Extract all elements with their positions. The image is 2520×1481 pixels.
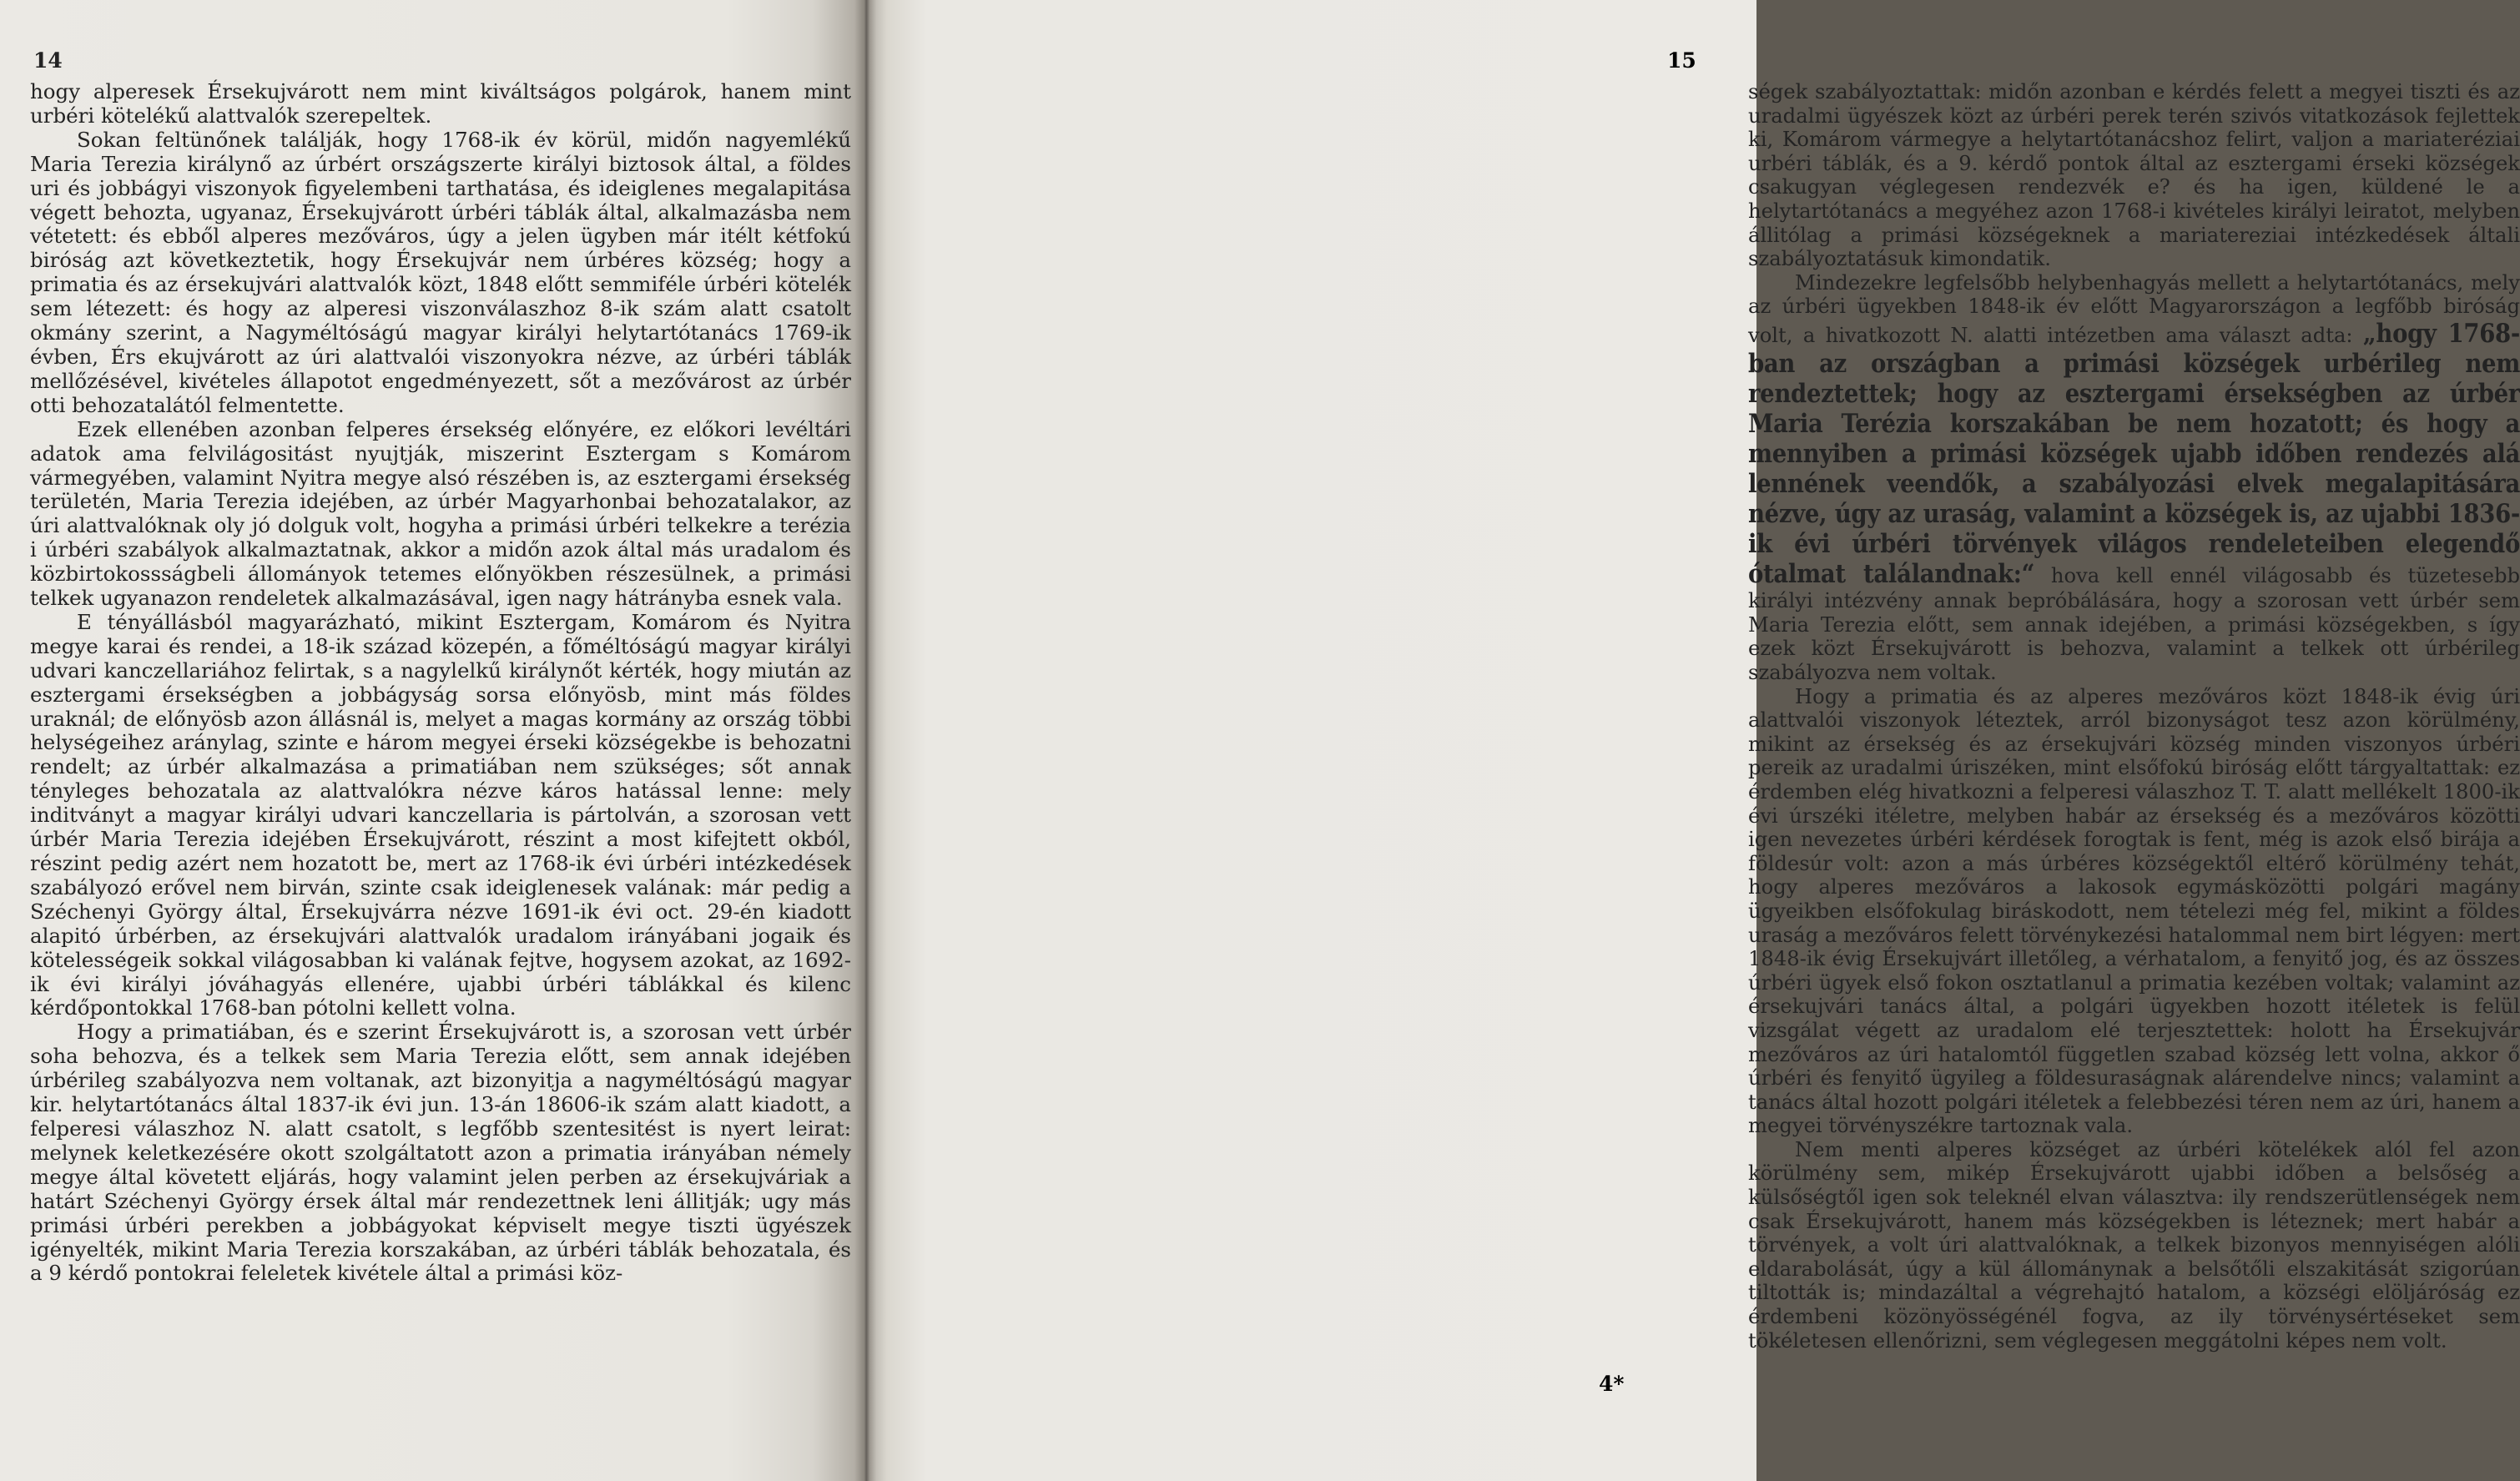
right-paragraph-3: Hogy a primatia és az alperes mezőváros közt 1848-ik évig úri alattvalói viszonyok léteztek, arról bizonyságot tesz azon körülmény, mikint az érsekség és az érsekujvári község minden viszonyos úrbéri pereik az uradalmi úriszéken, mint elsőfokú biróság előtt tárgyaltattak: ez érdemben elég hivatkozni a felperesi válaszhoz T. T. alatt mellékelt 1800-ik évi úrszéki itéletre, melyben habár az érsekség és a mezőváros közötti igen nevezetes úrbéri kérdések forogtak is fent, még is azok első birája a földesúr volt: azon a más úrbéres községektől eltérő körülmény tehát, hogy alperes mezőváros a lakosok egymásközötti polgári magány ügyeikben elsőfokulag biráskodott, nem tételezi még fel, mikint a földes uraság a mezőváros felett törvénykezési hatalommal nem birt légyen: mert 1848-ik évig Érsekujvárt illetőleg, a vérhatalom, a fenyitő jog, és az összes úrbéri ügyek első fokon osztatlanul a primatia kezében voltak; valamint az érsekujvári tanács által, a polgári ügyekben hozott itéletek is felül vizsgálat végett az uradalom elé terjesztettek: holott ha Érsekujvár mezőváros az úri hatalomtól független szabad község lett volna, akkor ő úrbéri és fenyitő ügyileg a földesuraságnak alárendelve nincs; valamint a tanács által hozott polgári itéletek a felebbezési téren nem az úri, hanem a megyei törvényszékre tartoznak vala. (1748, 683, 2520, 1138)
right-page (864, 0, 2520, 1481)
left-paragraph-1: hogy alperesek Érsekujvárott nem mint kiváltságos polgárok, hanem mint urbéri kötelékű alattvalók szerepeltek. (30, 79, 851, 128)
left-paragraph-3: Ezek ellenében azonban felperes érsekség előnyére, ez előkori levéltári adatok ama felvilágositást nyujtják, miszerint Esztergam s Komárom vármegyében, valamint Nyitra megye alsó részében is, az esztergami érsekség területén, Maria Terezia idejében, az úrbér Magyarhonbai behozatalakor, az úri alattvalóknak oly jó dolguk volt, hogyha a primási úrbéri telkekre a terézia i úrbéri szabályok alkalmaztatnak, akkor a midőn azok által más uradalom és közbirtokossságbeli állományok tetemes előnyökben részesülnek, a primási telkek ugyanazon rendeletek alkalmazásával, igen nagy hátrányba esnek vala. (30, 416, 851, 611)
left-page-body (30, 80, 851, 1286)
left-paragraph-4: E tényállásból magyarázható, mikint Esztergam, Komárom és Nyitra megye karai és rendei, a 18-ik század közepén, a főméltóságú magyar királyi udvari kanczellariához felirtak, s a nagylelkű királynőt kérték, hogy miután az esztergami érsekségben a jobbágyság sorsa előnyösb, mint más földes uraknál; de előnyösb azon állásnál is, melyet a magas kormány az ország többi helységeihez aránylag, szinte e három megyei érseki községekbe is behozatni rendelt; az úrbér alkalmazása a primatiában nem szükséges; sőt annak tényleges behozatala az alattvalókra nézve káros hatással lenne: mely inditványt a magyar királyi udvari kanczellaria is pártolván, a szorosan vett úrbér Maria Terezia idejében Érsekujvárott, részint a most kifejtett okból, részint pedig azért nem hozatott be, mert az 1768-ik évi úrbéri intézkedések szabályozó erővel nem birván, szinte csak ideiglenesek valának: már pedig a Széchenyi György által, Érsekujvárra nézve 1691-ik évi oct. 29-én kiadott alapitó úrbérben, az érsekujvári alattvalók uradalom irányábani jogaik és kötelességeik sokkal világosabban ki valának fejtve, hogysem azokat, az 1692-ik évi királyi jóváhagyás ellenére, ujabbi úrbéri táblákkal és kilenc kérdőpontokkal 1768-ban pótolni kellett volna. (30, 609, 851, 1020)
left-paragraph-2: Sokan feltünőnek találják, hogy 1768-ik év körül, midőn nagyemlékű Maria Terezia királynő az úrbért országszerte királyi biztosok által, a földes uri és jobbágyi viszonyok figyelembeni tarthatása, és ideiglenes megalapitása végett behozta, ugyanaz, Érsekujvárott úrbéri táblák által, alkalmazásba nem vétetett: és ebből alperes mezőváros, úgy a jelen ügyben már itélt kétfokú biróság azt következtetik, hogy Érsekujvár nem úrbéres község; hogy a primatia és az érsekujvári alattvalók közt, 1848 előtt semmiféle úrbéri kötelék sem létezett: és hogy az alperesi viszonválaszhoz 8-ik szám alatt csatolt okmány szerint, a Nagyméltóságú magyar királyi helytartótanács 1769-ik évben, Érs ekujvárott az úri alattvalói viszonyokra nézve, az úrbéri táblák mellőzésével, kivételes állapotot engedményezett, sőt a mezővárost az úrbér otti behozatalától felmentette. (30, 127, 851, 417)
left-page (0, 0, 864, 1481)
page-number-left: 14 (33, 48, 63, 73)
book-gutter (854, 0, 876, 1481)
right-paragraph-2 (1748, 271, 2520, 685)
right-paragraph-2-rest: hova kell ennél világosabb és tüzetesebb királyi intézvény annak bepróbálására, hogy a szorosan vett úrbér sem Maria Terezia előtt, sem annak idejében, a primási községekben, s így ezek közt Érsekujvárott is behozva, valamint a telkek ott úrbérileg szabályozva nem voltak. (1748, 563, 2520, 684)
signature-mark: 4* (1599, 1372, 1625, 1396)
right-paragraph-4: Nem menti alperes községet az úrbéri kötelékek alól fel azon körülmény sem, mikép Érsekujvárott ujabbi időben a belsőség a külsőségtől igen sok teleknél elvan választva: ily rendszerütlenségek nem csak Érsekujvárott, hanem más községekben is léteznek; mert habár a törvények, a volt úri alattvalóknak, a telkek bizonyos mennyiségen alóli eldarabolását, úgy a kül állománynak a belsőtőli elszakitását szigorúan tiltották is; mindazáltal a végrehajtó hatalom, a községi elöljáróság ez érdembeni közönyösségénél fogva, az ily törvénysértéseket sem tökéletesen ellenőrizni, sem véglegesen meggátolni képes nem volt. (1748, 1136, 2520, 1353)
right-page-body (1748, 80, 2520, 1353)
right-paragraph-2-intro: Mindezekre legfelsőbb helybenhagyás mellett a helytartótanács, mely az úrbéri ügyekben 1848-ik év előtt Magyarországon a legfőbb biróság volt, a hivatkozott N. alatti intézetben ama választ adta: (1748, 270, 2520, 347)
page-number-right: 15 (1667, 48, 1696, 73)
left-paragraph-5: Hogy a primatiában, és e szerint Érsekujvárott is, a szorosan vett úrbér soha behozva, és a telkek sem Maria Terezia előtt, sem annak idejében úrbérileg szabályozva nem voltanak, azt bizonyitja a nagyméltóságú magyar kir. helytartótanács által 1837-ik évi jun. 13-án 18606-ik szám alatt kiadott, a felperesi válaszhoz N. alatt csatolt, s legfőbb szentesitést is nyert leirat: melynek keletkezésére okott szolgáltatott azon a primatia irányában némely megye által követett eljárás, hogy valamint jelen perben az érsekujváriak a határt Széchenyi György érsek által már rendezettnek leni állitják; ugy más primási úrbéri perekben a jobbágyokat képviselt megye tiszti ügyészek igényelték, mikint Maria Terezia korszakában, az úrbéri táblák behozatala, és a 9 kérdő pontokrai feleletek kivétele által a primási köz- (30, 1020, 851, 1286)
quoted-decision: „hogy 1768-ban az országban a primási községek urbérileg nem rendeztettek; hogy az esztergami érsekségben az úrbér Maria Terézia korszakában be nem hozatott; és hogy a mennyiben a primási községek ujabb időben rendezés alá lennének veendők, a szabályozási elvek megalapitására nézve, úgy az uraság, valamint a községek is, az ujabbi 1836-ik évi úrbéri törvények világos rendeleteiben elegendő ótalmat találandnak:“ (1748, 318, 2520, 590)
right-paragraph-1: ségek szabályoztattak: midőn azonban e kérdés felett a megyei tiszti és az uradalmi ügyészek közt az úrbéri perek terén szivós vitatkozások fejlettek ki, Komárom vármegye a helytartótanácshoz felirt, valjon a mariateréziai urbéri táblák, és a 9. kérdő pontok által az esztergami érseki községek csakugyan véglegesen rendezvék e? és ha igen, küldené le a helytartótanács a megyéhez azon 1768-i kivételes királyi leiratot, melyben állitólag a primási községeknek a mariatereziai intézkedések általi szabályoztatásuk kimondatik. (1748, 79, 2520, 271)
